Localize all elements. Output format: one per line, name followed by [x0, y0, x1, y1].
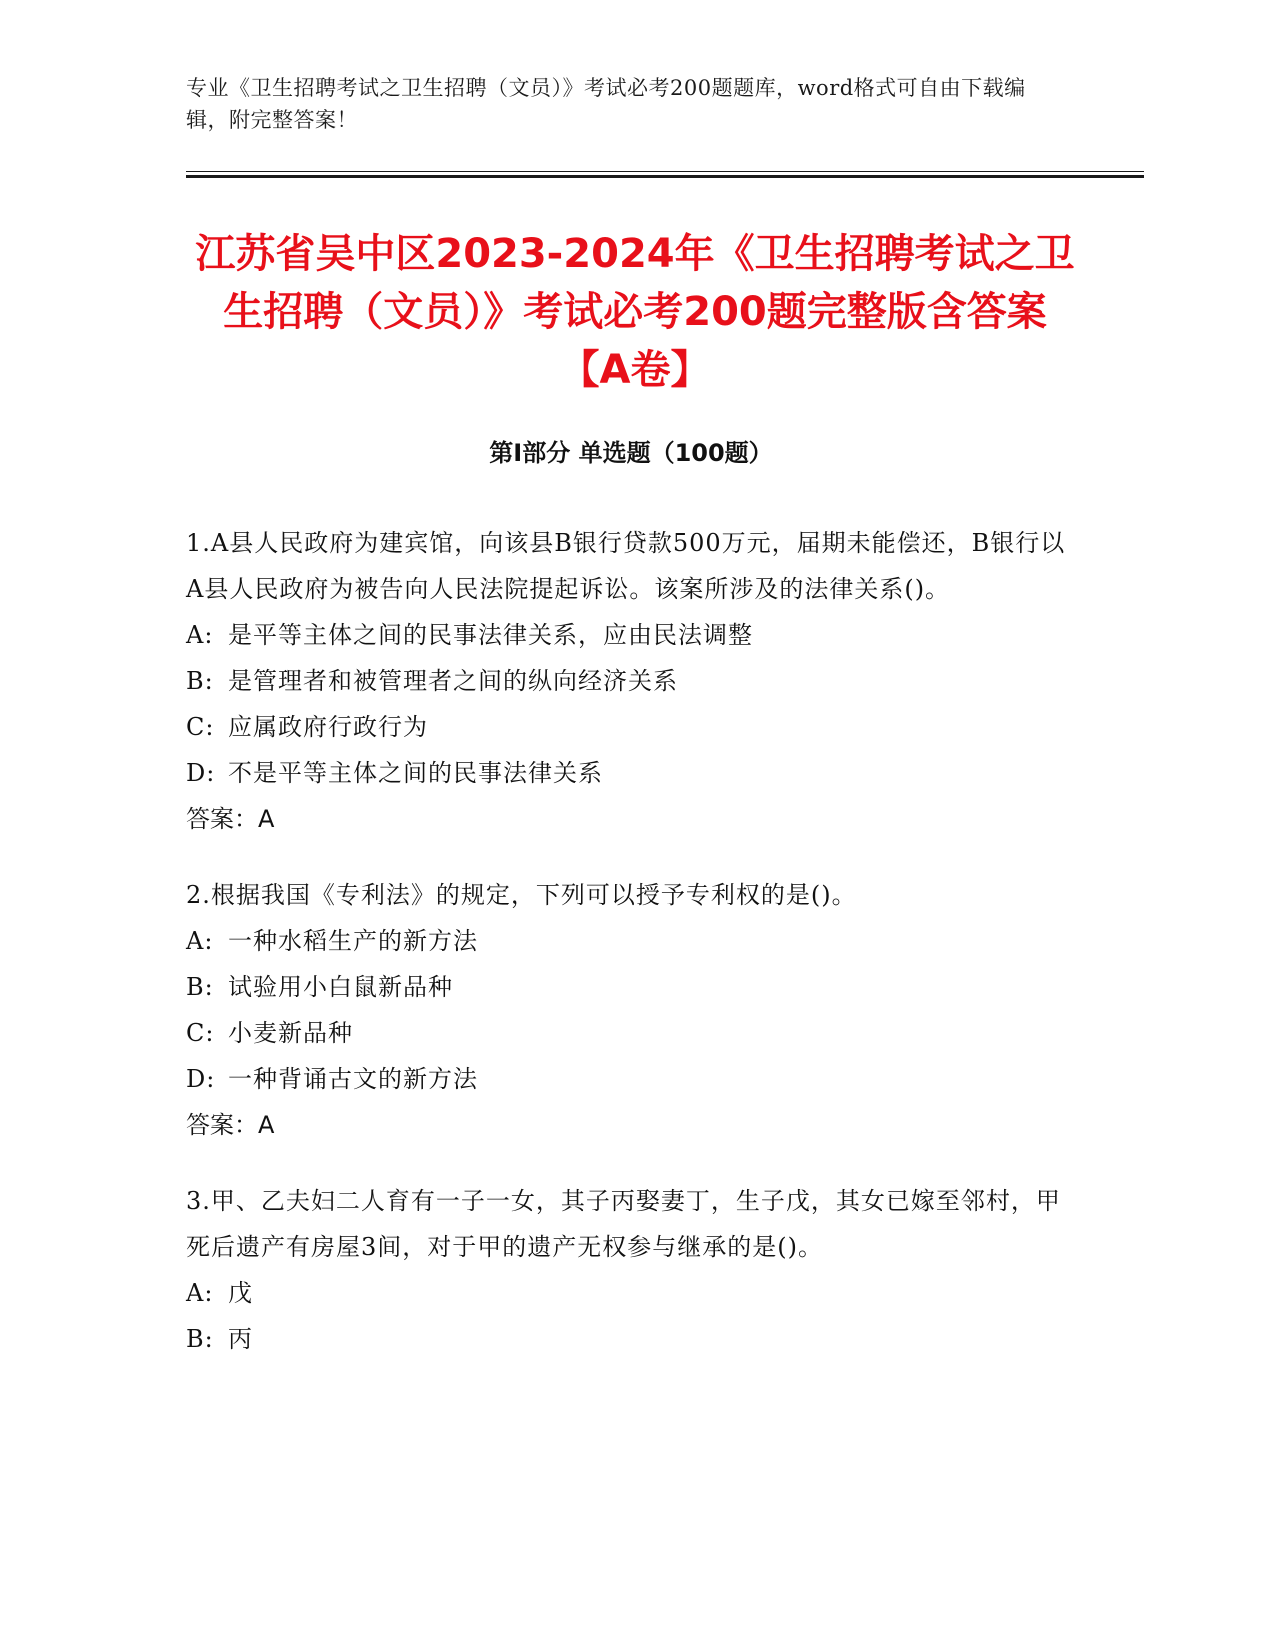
option-key: A:	[186, 621, 214, 649]
question-2	[186, 872, 1076, 1148]
question-stem: 1.A县人民政府为建宾馆，向该县B银行贷款500万元，届期未能偿还，B银行以A县人民政府为被告向人民法院提起诉讼。该案所涉及的法律关系()。	[186, 529, 1066, 603]
header-note: 专业《卫生招聘考试之卫生招聘（文员）》考试必考200题题库，word格式可自由下载编辑，附完整答案！	[186, 76, 1026, 132]
option-key: D:	[186, 759, 216, 787]
option-a	[186, 1270, 1076, 1316]
option-text: 丙	[228, 1325, 253, 1353]
option-key: B:	[186, 1325, 214, 1353]
option-text: 应属政府行政行为	[228, 713, 428, 741]
option-text: 一种背诵古文的新方法	[228, 1065, 478, 1093]
question-list	[186, 520, 1076, 1392]
option-key: C:	[186, 713, 215, 741]
option-text: 不是平等主体之间的民事法律关系	[228, 759, 603, 787]
option-text: 是平等主体之间的民事法律关系，应由民法调整	[228, 621, 753, 649]
option-text: 是管理者和被管理者之间的纵向经济关系	[228, 667, 678, 695]
document-title: 江苏省吴中区2023-2024年《卫生招聘考试之卫生招聘（文员）》考试必考200题完整版含答案【A卷】	[195, 231, 1075, 393]
option-key: B:	[186, 973, 214, 1001]
option-text: 一种水稻生产的新方法	[228, 927, 478, 955]
option-d	[186, 750, 1076, 796]
option-text: 小麦新品种	[228, 1019, 353, 1047]
answer-line: 答案：A	[186, 805, 275, 833]
question-1	[186, 520, 1076, 842]
answer-line: 答案：A	[186, 1111, 275, 1139]
option-key: A:	[186, 927, 214, 955]
option-b	[186, 1316, 1076, 1362]
option-key: B:	[186, 667, 214, 695]
option-a	[186, 612, 1076, 658]
option-b	[186, 658, 1076, 704]
header-rule-thick	[186, 175, 1144, 178]
option-text: 试验用小白鼠新品种	[228, 973, 453, 1001]
option-key: A:	[186, 1279, 214, 1307]
question-stem: 3.甲、乙夫妇二人育有一子一女，其子丙娶妻丁，生子戊，其女已嫁至邻村，甲死后遗产有房屋3间，对于甲的遗产无权参与继承的是()。	[186, 1187, 1061, 1261]
option-b	[186, 964, 1076, 1010]
option-c	[186, 704, 1076, 750]
option-key: C:	[186, 1019, 215, 1047]
option-c	[186, 1010, 1076, 1056]
header-rule-thin	[186, 171, 1144, 172]
question-stem: 2.根据我国《专利法》的规定，下列可以授予专利权的是()。	[186, 881, 857, 909]
question-3	[186, 1178, 1076, 1362]
option-key: D:	[186, 1065, 216, 1093]
option-text: 戊	[228, 1279, 253, 1307]
option-a	[186, 918, 1076, 964]
option-d	[186, 1056, 1076, 1102]
section-title: 第Ⅰ部分 单选题（100题）	[489, 439, 773, 467]
